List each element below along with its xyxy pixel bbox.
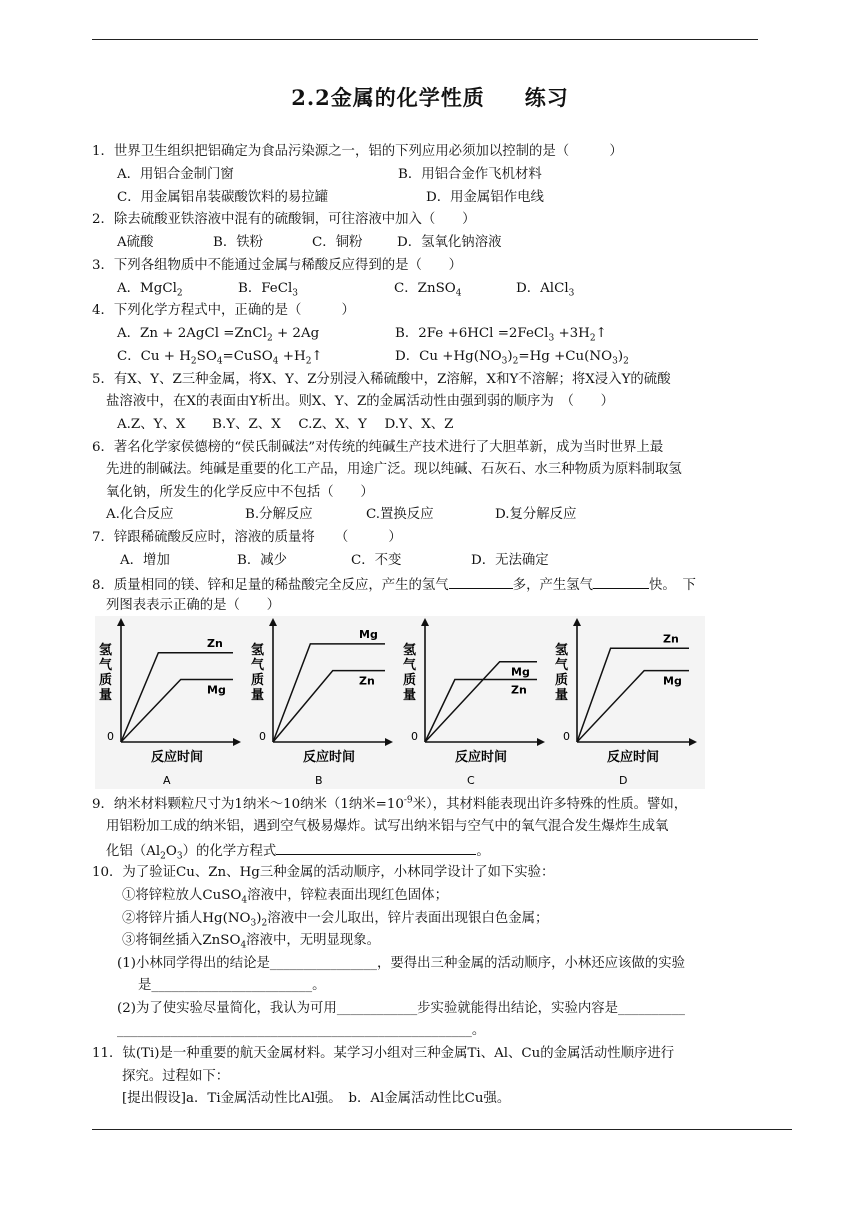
q7-stem: 7．锌跟稀硫酸反应时，溶液的质量将 （ ） — [92, 530, 402, 545]
q8-chart-figure — [95, 616, 705, 789]
series-label-mg: Mg — [359, 627, 378, 641]
series-label-zn: Zn — [511, 683, 527, 697]
series-line-mg — [273, 644, 385, 742]
q9-line2: 用铝粉加工成的纳米铝，遇到空气极易爆炸。试写出纳米铝与空气中的氧气混合发生爆炸生成氧 — [106, 819, 669, 834]
q6-option-a: A.化合反应 — [106, 507, 174, 522]
q11-line1: 11．钛(Ti)是一种重要的航天金属材料。某学习小组对三种金属Ti、Al、Cu的金属活动性顺序进行 — [92, 1046, 675, 1061]
q5-line2: 盐溶液中，在X的表面由Y析出。则X、Y、Z的金属活动性由强到弱的顺序为 （ ） — [106, 394, 615, 409]
y-axis-label: 质 — [99, 673, 113, 688]
x-axis-arrow — [537, 738, 545, 746]
panel-letter: D — [619, 774, 628, 787]
y-axis-arrow — [421, 618, 429, 626]
q8-blank-2 — [593, 575, 649, 589]
q2-option-d: D．氢氧化钠溶液 — [397, 235, 502, 250]
q10-step2: ②将锌片插人$Hg(NO_3)_2$溶液中一会儿取出，锌片表面出现银白色金属； — [122, 911, 549, 929]
y-axis-label: 气 — [555, 658, 569, 673]
q6-option-c: C.置换反应 — [366, 507, 434, 522]
chart-b — [247, 616, 399, 793]
y-axis-label: 质 — [403, 673, 417, 688]
q5-options: A.Z、Y、X B.Y、Z、X C.Z、X、Y D.Y、X、Z — [117, 417, 454, 432]
y-axis-label: 氢 — [99, 643, 113, 658]
title-sub: 练习 — [524, 85, 569, 110]
q10-part1-line1: (1)小林同学得出的结论是________________，要得出三种金属的活动顺序，小林还应该做的实验 — [117, 956, 685, 971]
q7-option-a: A．增加 — [120, 553, 170, 568]
q5-line1: 5．有X、Y、Z三种金属，将X、Y、Z分别浸入稀硫酸中，Z溶解，X和Y不溶解；将X浸入Y的硫酸 — [92, 372, 671, 387]
q9-blank — [276, 841, 476, 855]
origin-label: 0 — [563, 730, 570, 743]
y-axis-label: 氢 — [403, 643, 417, 658]
header-rule — [92, 39, 758, 40]
origin-label: 0 — [259, 730, 266, 743]
q7-option-d: D．无法确定 — [471, 553, 549, 568]
q9-line3: 化铝$(Al_2O_3)$的化学方程式 。 — [106, 841, 490, 861]
q6-line3: 氧化钠，所发生的化学反应中不包括（ ） — [106, 485, 374, 500]
x-axis-arrow — [385, 738, 393, 746]
q1-option-a: A．用铝合金制门窗 — [117, 167, 234, 182]
q8-blank-1 — [449, 575, 513, 589]
q3-option-c: C．ZnSO$_4$ — [394, 281, 462, 299]
q2-option-c: C．铜粉 — [312, 235, 363, 250]
series-label-zn: Zn — [359, 674, 375, 688]
y-axis-arrow — [117, 618, 125, 626]
panel-letter: A — [163, 774, 171, 787]
q10-part1-line2: 是________________________。 — [138, 978, 326, 993]
q8-line1: 8．质量相同的镁、锌和足量的稀盐酸完全反应，产生的氢气 多，产生氢气 快。 下 — [92, 575, 696, 595]
q3-option-b: B．FeCl$_3$ — [238, 281, 298, 299]
origin-label: 0 — [411, 730, 418, 743]
x-axis-label: 反应时间 — [303, 750, 356, 765]
q11-line2: 探究。过程如下： — [122, 1069, 230, 1084]
y-axis-label: 量 — [251, 688, 265, 703]
q10-stem: 10．为了验证Cu、Zn、Hg三种金属的活动顺序，小林同学设计了如下实验： — [92, 865, 555, 880]
q1-option-d: D．用金属铝作电线 — [426, 190, 544, 205]
y-axis-arrow — [269, 618, 277, 626]
q11-line3: [提出假设]a．Ti金属活动性比Al强。 b．Al金属活动性比Cu强。 — [122, 1091, 511, 1106]
series-label-mg: Mg — [511, 665, 530, 679]
q4-stem: 4．下列化学方程式中，正确的是（ ） — [92, 303, 355, 318]
chart-c — [399, 616, 551, 793]
q3-option-a: A．MgCl$_2$ — [117, 281, 183, 299]
q10-part2-line2: _____________________________________________________。 — [117, 1023, 486, 1038]
x-axis-arrow — [689, 738, 697, 746]
q4-option-b: B．2Fe +6HCl =2FeCl$_3$ $+3H_2↑$ — [395, 326, 607, 344]
series-label-zn: Zn — [663, 632, 679, 646]
y-axis-label: 量 — [99, 688, 113, 703]
q10-part2-line1: (2)为了使实验尽量简化，我认为可用____________步实验就能得出结论，实验内容是__________ — [117, 1001, 685, 1016]
q4-option-c: C．$Cu + H_2SO_4=CuSO_4$ $+H_2↑$ — [117, 349, 323, 367]
q1-option-c: C．用金属铝帛装碳酸饮料的易拉罐 — [117, 190, 329, 205]
q6-line2: 先进的制碱法。纯碱是重要的化工产品，用途广泛。现以纯碱、石灰石、水三种物质为原料制取氢 — [106, 462, 682, 477]
q1-stem: 1．世界卫生组织把铝确定为食品污染源之一，铝的下列应用必须加以控制的是（ ） — [92, 144, 623, 159]
x-axis-label: 反应时间 — [455, 750, 508, 765]
y-axis-label: 气 — [251, 658, 265, 673]
footer-rule — [92, 1129, 792, 1130]
panel-letter: B — [315, 774, 323, 787]
series-line-zn — [121, 653, 233, 742]
q1-option-b: B．用铝合金作飞机材料 — [398, 167, 542, 182]
title-main: 2.2金属的化学性质 — [291, 85, 485, 110]
q10-step1: ①将锌粒放人CuSO$_4$溶液中，锌粒表面出现红色固体； — [122, 888, 448, 906]
q2-option-b: B．铁粉 — [213, 235, 264, 250]
q3-stem: 3．下列各组物质中不能通过金属与稀酸反应得到的是（ ） — [92, 258, 463, 273]
series-label-mg: Mg — [663, 674, 682, 688]
q6-line1: 6．著名化学家侯德榜的“侯氏制碱法”对传统的纯碱生产技术进行了大胆革新，成为当时世界上最 — [92, 440, 664, 455]
x-axis-label: 反应时间 — [151, 750, 204, 765]
q3-option-d: D．AlCl$_3$ — [516, 281, 575, 299]
q8-line2: 列图表表示正确的是（ ） — [106, 598, 281, 613]
series-label-zn: Zn — [207, 636, 223, 650]
page-title — [0, 82, 860, 112]
y-axis-label: 量 — [555, 688, 569, 703]
q7-option-b: B．减少 — [237, 553, 288, 568]
q4-option-d: D．$Cu +Hg(NO_3)_2=Hg +Cu(NO_3)_2$ — [395, 349, 629, 367]
series-line-zn — [577, 648, 689, 742]
x-axis-label: 反应时间 — [607, 750, 660, 765]
y-axis-label: 气 — [99, 658, 113, 673]
y-axis-label: 氢 — [555, 643, 569, 658]
y-axis-label: 气 — [403, 658, 417, 673]
y-axis-label: 氢 — [251, 643, 265, 658]
q6-option-d: D.复分解反应 — [495, 507, 577, 522]
origin-label: 0 — [107, 730, 114, 743]
q6-option-b: B.分解反应 — [245, 507, 313, 522]
y-axis-arrow — [573, 618, 581, 626]
panel-letter: C — [467, 774, 475, 787]
series-label-mg: Mg — [207, 683, 226, 697]
y-axis-label: 量 — [403, 688, 417, 703]
q4-option-a: A．Zn + 2AgCl =ZnCl$_2$ + 2Ag — [117, 326, 320, 344]
q7-option-c: C．不变 — [351, 553, 402, 568]
y-axis-label: 质 — [555, 673, 569, 688]
x-axis-arrow — [233, 738, 241, 746]
chart-d — [551, 616, 703, 793]
y-axis-label: 质 — [251, 673, 265, 688]
chart-a — [95, 616, 247, 793]
q9-line1: 9．纳米材料颗粒尺寸为1纳米～10纳米（1纳米$=10^{-9}$米），其材料能表现出许多特殊的性质。譬如， — [92, 795, 688, 812]
q10-step3: ③将铜丝插入ZnSO$_4$溶液中，无明显现象。 — [122, 933, 381, 951]
q2-stem: 2．除去硫酸亚铁溶液中混有的硫酸铜，可往溶液中加入（ ） — [92, 212, 476, 227]
q2-option-a: A硫酸 — [117, 235, 154, 250]
